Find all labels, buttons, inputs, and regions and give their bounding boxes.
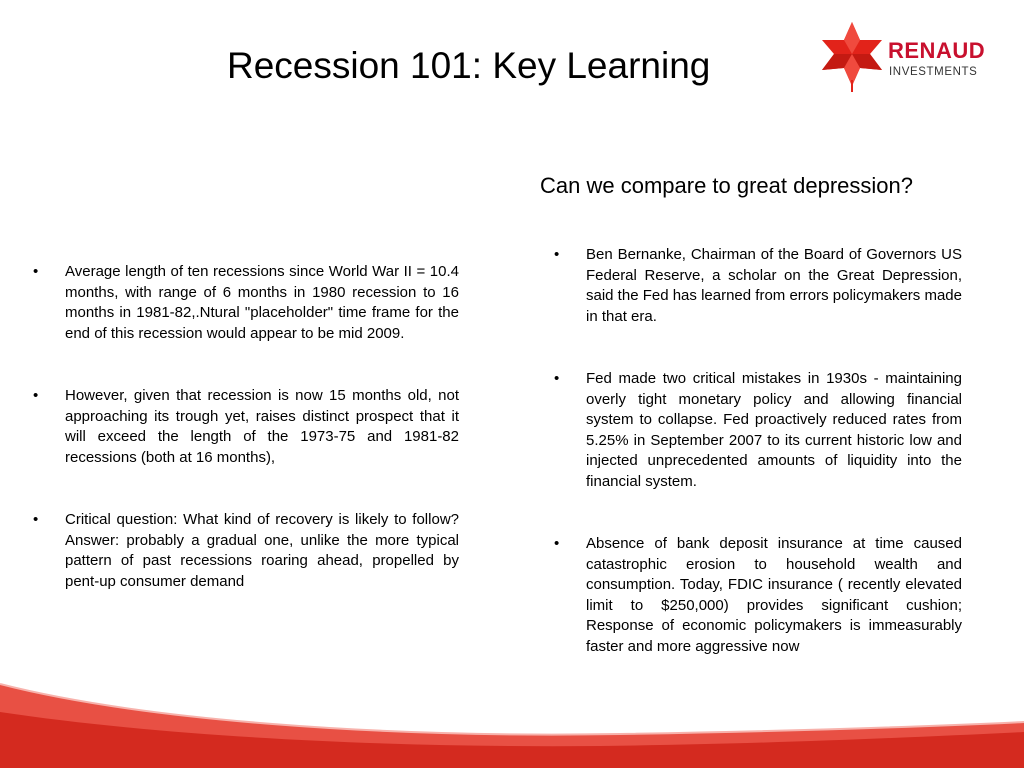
section-subheading: Can we compare to great depression? [540, 173, 913, 198]
left-bullet-list [33, 262, 459, 592]
bullet-item: • Absence of bank deposit insurance at time caused catastrophic erosion to household wealth and consumption. Today, FDIC insurance ( recently elevated limit to $250,000) provides significant cushion; Response of economic policymakers is immeasurably faster and more aggressive now [554, 534, 962, 657]
company-logo [816, 20, 992, 94]
logo-tagline: INVESTMENTS [889, 66, 978, 78]
logo-name: RENAUD [888, 38, 986, 63]
bullet-item: • However, given that recession is now 15 months old, not approaching its trough yet, raises distinct prospect that it will exceed the length of the 1973-75 and 1981-82 recessions (both at 16 months), [33, 386, 459, 468]
bullet-item: • Ben Bernanke, Chairman of the Board of Governors US Federal Reserve, a scholar on the Great Depression, said the Fed has learned from errors policymakers made in that era. [554, 245, 962, 327]
slide-title: Recession 101: Key Learning [227, 45, 711, 86]
bullet-item: • Critical question: What kind of recovery is likely to follow? Answer: probably a gradual one, unlike the more typical pattern of past recessions roaring ahead, propelled by pent-up consumer demand [33, 510, 459, 592]
maple-leaf-icon [816, 20, 888, 94]
bullet-item: • Fed made two critical mistakes in 1930s - maintaining overly tight monetary policy and allowing financial system to collapse. Fed proactively reduced rates from 5.25% in September 2007 to its current historic low and injected unprecedented amounts of liquidity into the financial system. [554, 369, 962, 492]
decorative-swoosh [0, 660, 1024, 768]
right-bullet-list [554, 245, 962, 657]
bullet-item: • Average length of ten recessions since World War II = 10.4 months, with range of 6 months in 1980 recession to 16 months in 1981-82,.Ntural "placeholder" time frame for the end of this recession would appear to be mid 2009. [33, 262, 459, 344]
